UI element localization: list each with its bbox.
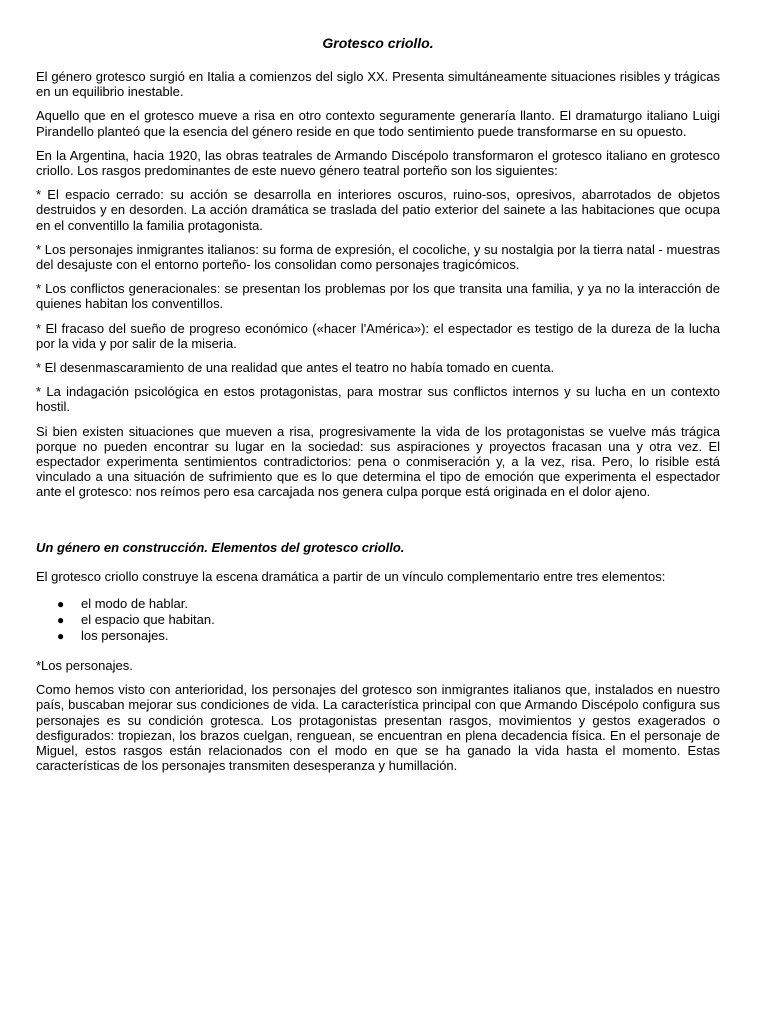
paragraph-argentina: En la Argentina, hacia 1920, las obras teatrales de Armando Discépolo transformaron el grotesco italiano en grotesco criollo. Los rasgos predominantes de este nuevo género teatral porteño son los siguientes: [36,147,720,179]
elements-list [36,596,720,644]
list-item [36,612,720,628]
bullet-icon: ● [57,597,65,612]
list-item [36,596,720,612]
list-item [36,628,720,644]
subheading-characters: *Los personajes. [36,658,133,674]
paragraph-origin: El género grotesco surgió en Italia a comienzos del siglo XX. Presenta simultáneamente situaciones risibles y trágicas en un equilibrio inestable. [36,69,720,100]
bullet-icon: ● [57,613,65,628]
trait-generational-conflicts: * Los conflictos generacionales: se presentan los problemas por los que transita una familia, y ya no la interacción de quienes habitan los conventillos. [36,281,720,312]
trait-psychological-inquiry: * La indagación psicológica en estos protagonistas, para mostrar sus conflictos internos y su lucha en un contexto hostil. [36,384,720,415]
list-item-label: el espacio que habitan. [81,612,215,628]
list-item-label: los personajes. [81,628,169,644]
paragraph-characters: Como hemos visto con anterioridad, los personajes del grotesco son inmigrantes italianos que, instalados en nuestro país, buscaban mejorar sus condiciones de vida. La característica principal con que Armando Discépolo configura sus personajes es su condición grotesca. Los protagonistas presentan rasgos, movimientos y gestos exagerados o desfigurados: tropiezan, los brazos cuelgan, renguean, se encuentran en plena decadencia física. En el personaje de Miguel, estos rasgos están relacionados con el modo en que se ha ganado la vida hasta el momento. Estas características de los personajes transmiten desesperanza y humillación. [36,682,720,774]
document-page [36,35,720,783]
section-heading: Un género en construcción. Elementos del grotesco criollo. [36,539,405,555]
paragraph-contradictory-feelings: Si bien existen situaciones que mueven a risa, progresivamente la vida de los protagonistas se vuelve más trágica porque no pueden encontrar su lugar en la sociedad: sus aspiraciones y proyectos fracasan una y otra vez. El espectador experimenta sentimientos contradictorios: pena o conmiseración y, a la vez, risa. Pero, lo risible está vinculado a una situación de sufrimiento que es lo que determina el tipo de emoción que experimenta el espectador ante el grotesco: nos reímos pero esa carcajada nos genera culpa porque está originada en el dolor ajeno. [36,423,720,500]
bullet-icon: ● [57,629,65,644]
paragraph-pirandello: Aquello que en el grotesco mueve a risa en otro contexto seguramente generaría llanto. El dramaturgo italiano Luigi Pirandello planteó que la esencia del género reside en que todo sentimiento puede transformarse en su opuesto. [36,108,720,139]
trait-unmasking-reality: * El desenmascaramiento de una realidad que antes el teatro no había tomado en cuenta. [36,360,555,376]
trait-failed-progress: * El fracaso del sueño de progreso económico («hacer l'América»): el espectador es testigo de la dureza de la lucha por la vida y por salir de la miseria. [36,320,720,351]
document-title: Grotesco criollo. [322,35,434,51]
section-intro: El grotesco criollo construye la escena dramática a partir de un vínculo complementario entre tres elementos: [36,568,666,584]
trait-closed-space: * El espacio cerrado: su acción se desarrolla en interiores oscuros, ruino-sos, opresivos, abarrotados de objetos destruidos y en desorden. La acción dramática se traslada del patio exterior del sainete a las habitaciones que ocupa en el conventillo la familia protagonista. [36,187,720,233]
list-item-label: el modo de hablar. [81,596,188,612]
trait-immigrant-characters: * Los personajes inmigrantes italianos: su forma de expresión, el cocoliche, y su nostalgia por la tierra natal - muestras del desajuste con el entorno porteño- los consolidan como personajes tragicómicos. [36,241,720,273]
